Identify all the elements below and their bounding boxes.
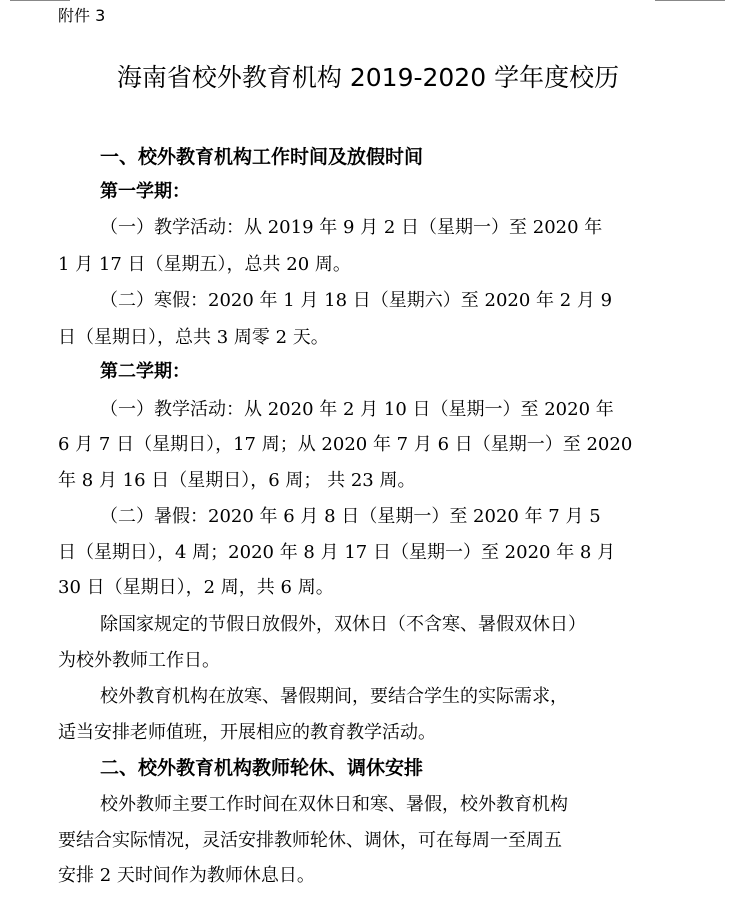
term-2-item-2-line-1: （二）暑假：2020 年 6 月 8 日（星期一）至 2020 年 7 月 5 [100,506,601,527]
section-1-heading: 一、校外教育机构工作时间及放假时间 [100,146,424,168]
term-1-item-2-line-2: 日（星期日），总共 3 周零 2 天。 [58,327,329,348]
section-2-body-line-2: 要结合实际情况，灵活安排教师轮休、调休，可在每周一至周五 [58,830,562,851]
section-2-heading: 二、校外教育机构教师轮休、调休安排 [100,757,424,779]
corner-crop-mark-right [655,0,725,1]
term-1-item-1-line-1: （一）教学活动：从 2019 年 9 月 2 日（星期一）至 2020 年 [100,217,603,238]
document-title: 海南省校外教育机构 2019-2020 学年度校历 [116,63,620,92]
note-1-line-1: 除国家规定的节假日放假外，双休日（不含寒、暑假双休日） [100,614,586,635]
term-2-label: 第二学期： [100,361,190,382]
note-1-line-2: 为校外教师工作日。 [58,650,220,671]
term-2-item-1-line-3: 年 8 月 16 日（星期日），6 周； 共 23 周。 [58,470,416,491]
term-2-item-2-line-2: 日（星期日），4 周；2020 年 8 月 17 日（星期一）至 2020 年 8 月 [58,542,616,563]
term-1-item-1-line-2: 1 月 17 日（星期五），总共 20 周。 [58,254,351,275]
term-2-item-2-line-3: 30 日（星期日），2 周，共 6 周。 [58,577,334,598]
section-2-body-line-1: 校外教师主要工作时间在双休日和寒、暑假，校外教育机构 [100,794,568,815]
note-2-line-1: 校外教育机构在放寒、暑假期间，要结合学生的实际需求， [100,686,568,707]
term-2-item-1-line-2: 6 月 7 日（星期日），17 周；从 2020 年 7 月 6 日（星期一）至 2020 [58,434,633,455]
note-2-line-2: 适当安排老师值班，开展相应的教育教学活动。 [58,722,436,743]
term-1-item-2-line-1: （二）寒假：2020 年 1 月 18 日（星期六）至 2020 年 2 月 9 [100,290,613,311]
corner-crop-mark-left [10,0,70,1]
term-2-item-1-line-1: （一）教学活动：从 2020 年 2 月 10 日（星期一）至 2020 年 [100,399,614,420]
section-2-body-line-3: 安排 2 天时间作为教师休息日。 [58,865,315,886]
attachment-label: 附件 3 [58,6,106,25]
term-1-label: 第一学期： [100,181,190,202]
